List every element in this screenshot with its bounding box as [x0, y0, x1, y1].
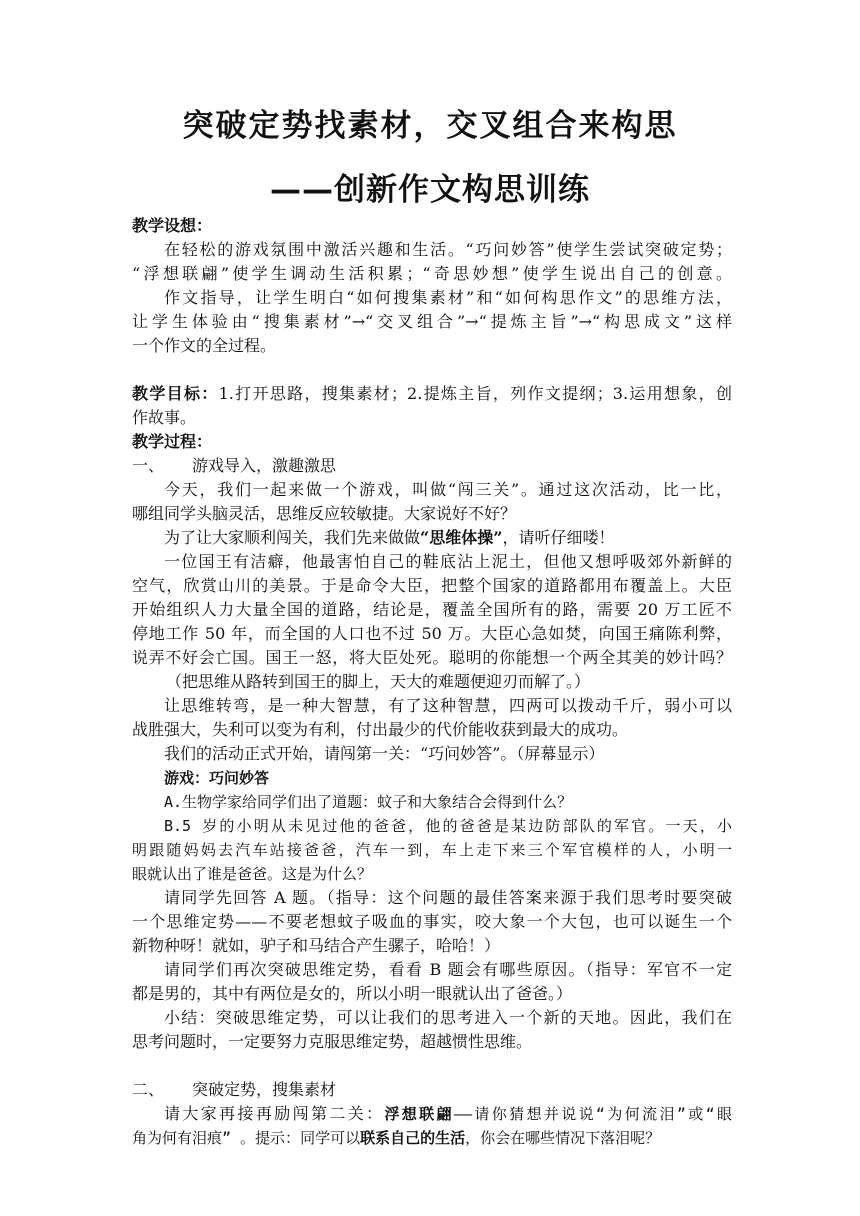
process-heading: 教学过程：: [132, 432, 213, 451]
body-line: 请同学先回答 A 题。（指导：这个问题的最佳答案来源于我们思考时要突破: [164, 888, 732, 907]
summary-line: 小结：突破思维定势，可以让我们的思考进入一个新的天地。因此，我们在: [164, 1008, 732, 1027]
body-line: 哪组同学头脑灵活，思维反应较敏捷。大家说好不好？: [132, 504, 517, 523]
game-heading: 游戏：巧问妙答: [164, 769, 270, 787]
design-text-line: “浮想联翩”使学生调动生活积累；“奇思妙想”使学生说出自己的创意。: [132, 264, 732, 283]
goals-text-line: 作故事。: [132, 408, 197, 427]
section-heading-2: 二、 突破定势，搜集素材: [132, 1080, 337, 1099]
story-line: 空气，欣赏山川的美景。于是命令大臣，把整个国家的道路都用布覆盖上。大臣: [132, 576, 732, 595]
story-line: 停地工作 50 年，而全国的人口也不过 50 万。大臣心急如焚，向国王痛陈利弊，: [132, 624, 732, 643]
section-heading-1: 一、 游戏导入，激趣激思: [132, 456, 337, 475]
hint-line: （把思维从路转到国王的脚上，天大的难题便迎刃而解了。）: [166, 672, 591, 691]
goals-heading: 教学目标：: [132, 384, 219, 403]
story-line: 一位国王有洁癖，他最害怕自己的鞋底沾上泥土，但他又想呼吸郊外新鲜的: [164, 552, 732, 571]
goals-paragraph: 教学目标：1.打开思路，搜集素材；2.提炼主旨，列作文提纲；3.运用想象，创: [132, 384, 732, 403]
body-line: 请同学们再次突破思维定势，看看 B 题会有哪些原因。（指导：军官不一定: [164, 960, 732, 979]
body-line: 让思维转弯，是一种大智慧，有了这种智慧，四两可以拨动千斤，弱小可以: [164, 696, 732, 715]
design-text-line: 作文指导，让学生明白“如何搜集素材”和“如何构思作文”的思维方法，: [164, 288, 732, 307]
body-line: 都是男的，其中有两位是女的，所以小明一眼就认出了爸爸。）: [132, 984, 573, 1003]
story-line: 开始组织人力大量全国的道路，结论是，覆盖全国所有的路，需要 20 万工匠不: [132, 600, 732, 619]
question-b-line: 眼就认出了谁是爸爸。这是为什么？: [132, 865, 373, 883]
page-title: 突破定势找素材，交叉组合来构思: [182, 108, 678, 144]
story-line: 说弄不好会亡国。国王一怒，将大臣处死。聪明的你能想一个两全其美的妙计吗？: [132, 648, 732, 667]
page-subtitle: ——创新作文构思训练: [270, 172, 590, 208]
design-text-line: 让学生体验由“搜集素材”→“交叉组合”→“提炼主旨”→“构思成文”这样: [132, 312, 732, 331]
design-heading: 教学设想：: [132, 216, 213, 235]
question-b-line: 明跟随妈妈去汽车站接爸爸，汽车一到，车上走下来三个军官模样的人，小明一: [132, 841, 732, 859]
question-a: A.生物学家给同学们出了道题：蚊子和大象结合会得到什么？: [164, 793, 573, 811]
design-text-line: 在轻松的游戏氛围中激活兴趣和生活。“巧问妙答”使学生尝试突破定势；: [164, 240, 732, 259]
design-text-line: 一个作文的全过程。: [132, 336, 277, 355]
body-line: 请大家再接再励闯第二关：浮想联翩——请你猜想并说说“为何流泪”或“眼: [164, 1104, 732, 1123]
question-b-line: B.5 岁的小明从未见过他的爸爸，他的爸爸是某边防部队的军官。一天，小: [164, 817, 732, 835]
body-line: 今天，我们一起来做一个游戏，叫做“闯三关”。通过这次活动，比一比，: [164, 480, 732, 499]
body-line: 我们的活动正式开始，请闯第一关：“巧问妙答”。（屏幕显示）: [164, 744, 605, 763]
body-line: 新物种呀！就如，驴子和马结合产生骡子，哈哈！）: [132, 936, 501, 955]
summary-line: 思考问题时，一定要努力克服思维定势，超越惯性思维。: [132, 1032, 533, 1051]
body-line: 一个思维定势——不要老想蚊子吸血的事实，咬大象一个大包，也可以诞生一个: [132, 912, 732, 931]
body-line: 战胜强大，失利可以变为有利，付出最少的代价能收获到最大的成功。: [132, 720, 629, 739]
body-line: 为了让大家顺利闯关，我们先来做做“思维体操”，请听仔细喽！: [164, 528, 615, 547]
body-line: 角为何有泪痕” 。提示：同学可以联系自己的生活，你会在哪些情况下落泪呢？: [132, 1129, 661, 1147]
